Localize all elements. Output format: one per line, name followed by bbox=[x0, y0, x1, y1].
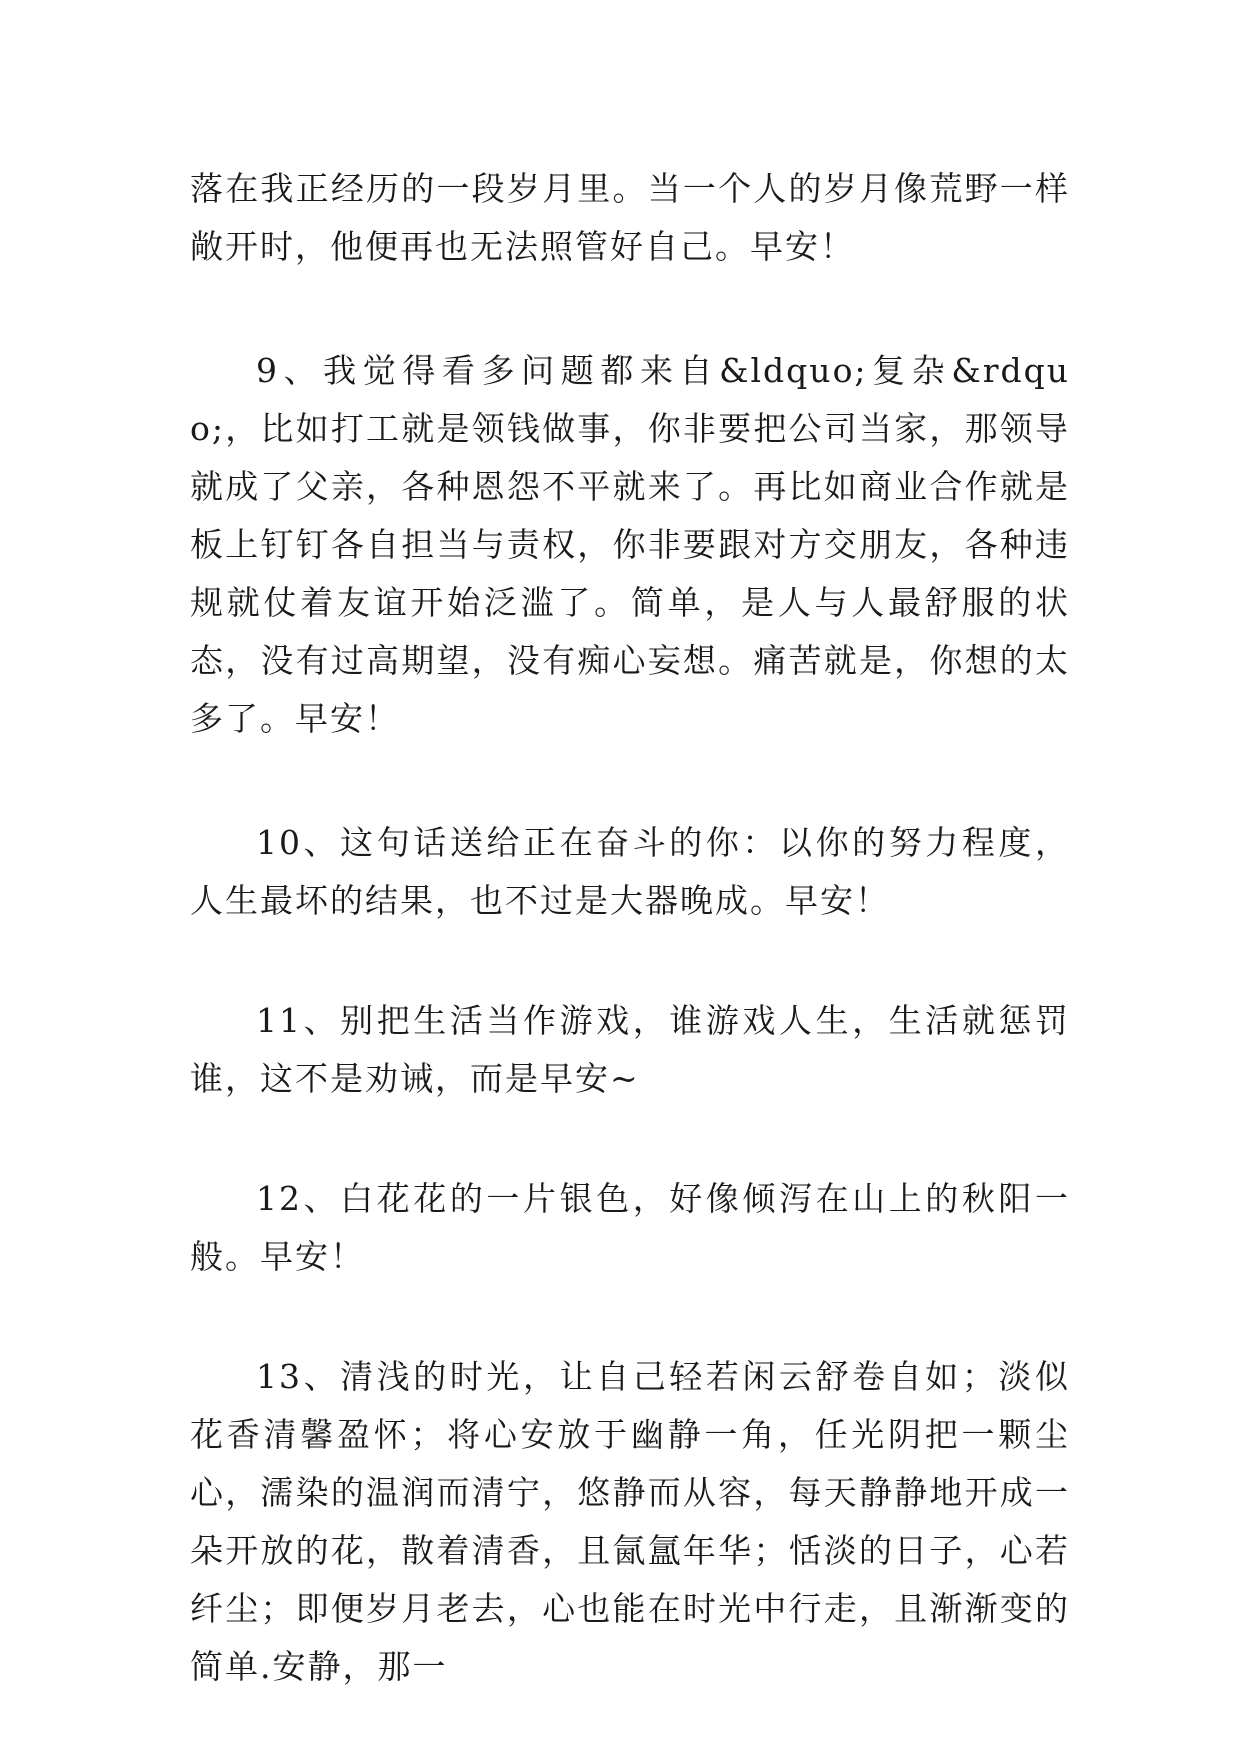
paragraph-item-12: 12、白花花的一片银色，好像倾泻在山上的秋阳一般。早安！ bbox=[190, 1179, 1070, 1276]
paragraph-item-11: 11、别把生活当作游戏，谁游戏人生，生活就惩罚谁，这不是劝诫，而是早安~ bbox=[190, 1001, 1070, 1098]
document-page bbox=[190, 160, 1070, 1696]
paragraph-item-13: 13、清浅的时光，让自己轻若闲云舒卷自如；淡似花香清馨盈怀；将心安放于幽静一角，任光阴把一颗尘心，濡染的温润而清宁，悠静而从容，每天静静地开成一朵开放的花，散着清香，且氤氲年华；恬淡的日子，心若纤尘；即便岁月老去，心也能在时光中行走，且渐渐变的简单.安静，那一 bbox=[190, 1357, 1070, 1686]
paragraph-item-10: 10、这句话送给正在奋斗的你：以你的努力程度，人生最坏的结果，也不过是大器晚成。早安！ bbox=[190, 823, 1070, 920]
paragraph-item-9: 9、我觉得看多问题都来自&ldquo;复杂&rdquo;，比如打工就是领钱做事，你非要把公司当家，那领导就成了父亲，各种恩怨不平就来了。再比如商业合作就是板上钉钉各自担当与责权，你非要跟对方交朋友，各种违规就仗着友谊开始泛滥了。简单，是人与人最舒服的状态，没有过高期望，没有痴心妄想。痛苦就是，你想的太多了。早安！ bbox=[190, 351, 1070, 738]
paragraph-continuation: 落在我正经历的一段岁月里。当一个人的岁月像荒野一样敞开时，他便再也无法照管好自己。早安！ bbox=[190, 169, 1070, 266]
